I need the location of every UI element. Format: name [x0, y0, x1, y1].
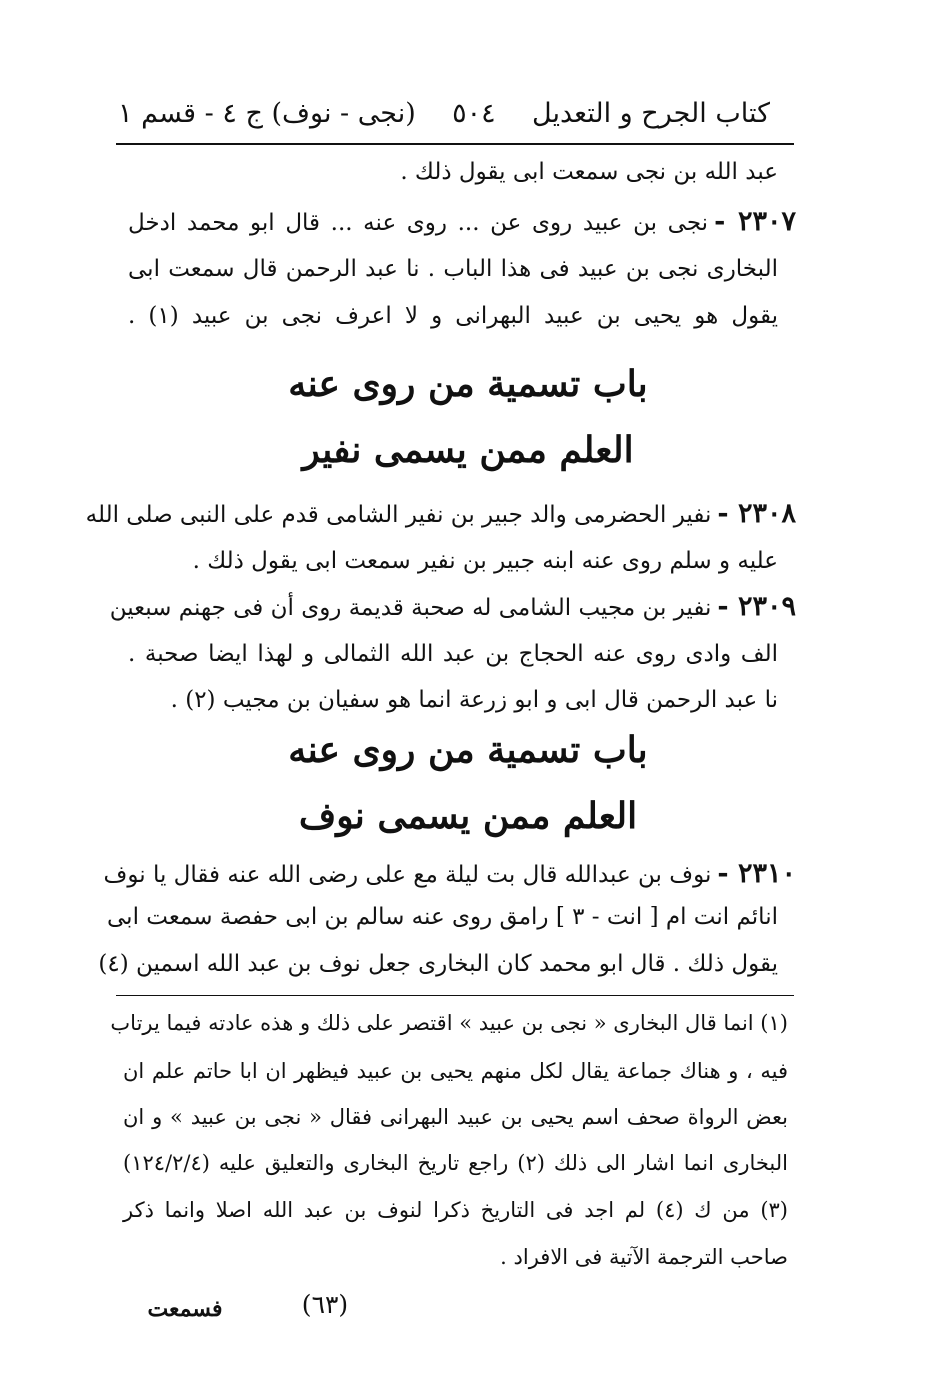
entry-number: ٢٣٠٩ - — [717, 591, 796, 622]
section-heading-1b: العلم ممن يسمى نفير — [302, 429, 634, 471]
entry-2309-line-3: نا عبد الرحمن قال ابى و ابو زرعة انما هو سفيان بن مجيب (٢) . — [170, 687, 778, 713]
entry-number: ٢٣٠٧ - — [714, 206, 796, 237]
footnote-line-6: صاحب الترجمة الآتية فى الافراد . — [500, 1245, 788, 1269]
header-page-number: ٥٠٤ — [452, 97, 496, 129]
footnote-rule — [116, 995, 794, 996]
footnote-line-5: (٣) من ك (٤) لم اجد فى التاريخ ذكرا لنوف بن عبد الله اصلا وانما ذكر — [123, 1198, 788, 1222]
footnote-line-2: فيه ، و هناك جماعة يقال لكل منهم يحيى بن عبيد فيظهر ان ابا حاتم علم ان — [123, 1059, 788, 1083]
entry-2307-line-3: يقول هو يحيى بن عبيد البهرانى و لا اعرف نجى بن عبيد (١) . — [128, 303, 778, 329]
catchword: فسمعت — [147, 1296, 223, 1322]
book-title: كتاب الجرح و التعديل — [532, 97, 770, 129]
section-heading-1a: باب تسمية من روى عنه — [288, 363, 648, 405]
running-head — [118, 85, 770, 141]
entry-2308-line-1: ٢٣٠٨ -نفير الحضرمى والد جبير بن نفير الشامى قدم على النبى صلى الله — [85, 498, 796, 529]
page-number: (٦٣) — [301, 1290, 349, 1319]
section-heading-2a: باب تسمية من روى عنه — [288, 729, 648, 771]
entry-number: ٢٣١٠ - — [717, 858, 796, 889]
entry-2307-line-2: البخارى نجى بن عبيد فى هذا الباب . نا عبد الرحمن قال سمعت ابى — [128, 256, 778, 282]
entry-2308-line-2: عليه و سلم روى عنه ابنه جبير بن نفير سمعت ابى يقول ذلك . — [192, 548, 778, 574]
footnote-line-3: بعض الرواة صحف اسم يحيى بن عبيد البهرانى فقال « نجى بن عبيد » و ان — [123, 1105, 788, 1129]
footnote-line-1: (١) انما قال البخارى « نجى بن عبيد » اقتصر على ذلك و هذه عادته فيما يرتاب — [110, 1011, 788, 1035]
entry-2310-line-3: يقول ذلك . قال ابو محمد كان البخارى جعل نوف بن عبد الله اسمين (٤) — [98, 951, 778, 977]
footnote-line-4: البخارى انما اشار الى ذلك (٢) راجع تاريخ البخارى والتعليق عليه (١٢٤/٢/٤) — [123, 1151, 789, 1175]
entry-2309-line-1: ٢٣٠٩ -نفير بن مجيب الشامى له صحبة قديمة روى أن فى جهنم سبعين — [109, 591, 796, 622]
entry-number: ٢٣٠٨ - — [717, 498, 796, 529]
section-heading-2b: العلم ممن يسمى نوف — [298, 795, 638, 837]
entry-2310-line-1: ٢٣١٠ -نوف بن عبدالله قال بت ليلة مع على رضى الله عنه فقال يا نوف — [103, 858, 796, 889]
entry-2310-line-2: انائم انت ام [ انت - ٣ ] رامق روى عنه سالم بن ابى حفصة سمعت ابى — [107, 904, 778, 930]
entry-2309-line-2: الف وادى روى عنه الحجاج بن عبد الله الثمالى و لهذا ايضا صحبة . — [128, 641, 778, 667]
entry-2307-line-1: ٢٣٠٧ -نجى بن عبيد روى عن ... روى عنه ... قال ابو محمد ادخل — [128, 206, 796, 237]
body-line: عبد الله بن نجى سمعت ابى يقول ذلك . — [400, 159, 778, 185]
section-label: (نجى - نوف) ج ٤ - قسم ١ — [118, 97, 416, 129]
header-rule — [116, 143, 794, 145]
